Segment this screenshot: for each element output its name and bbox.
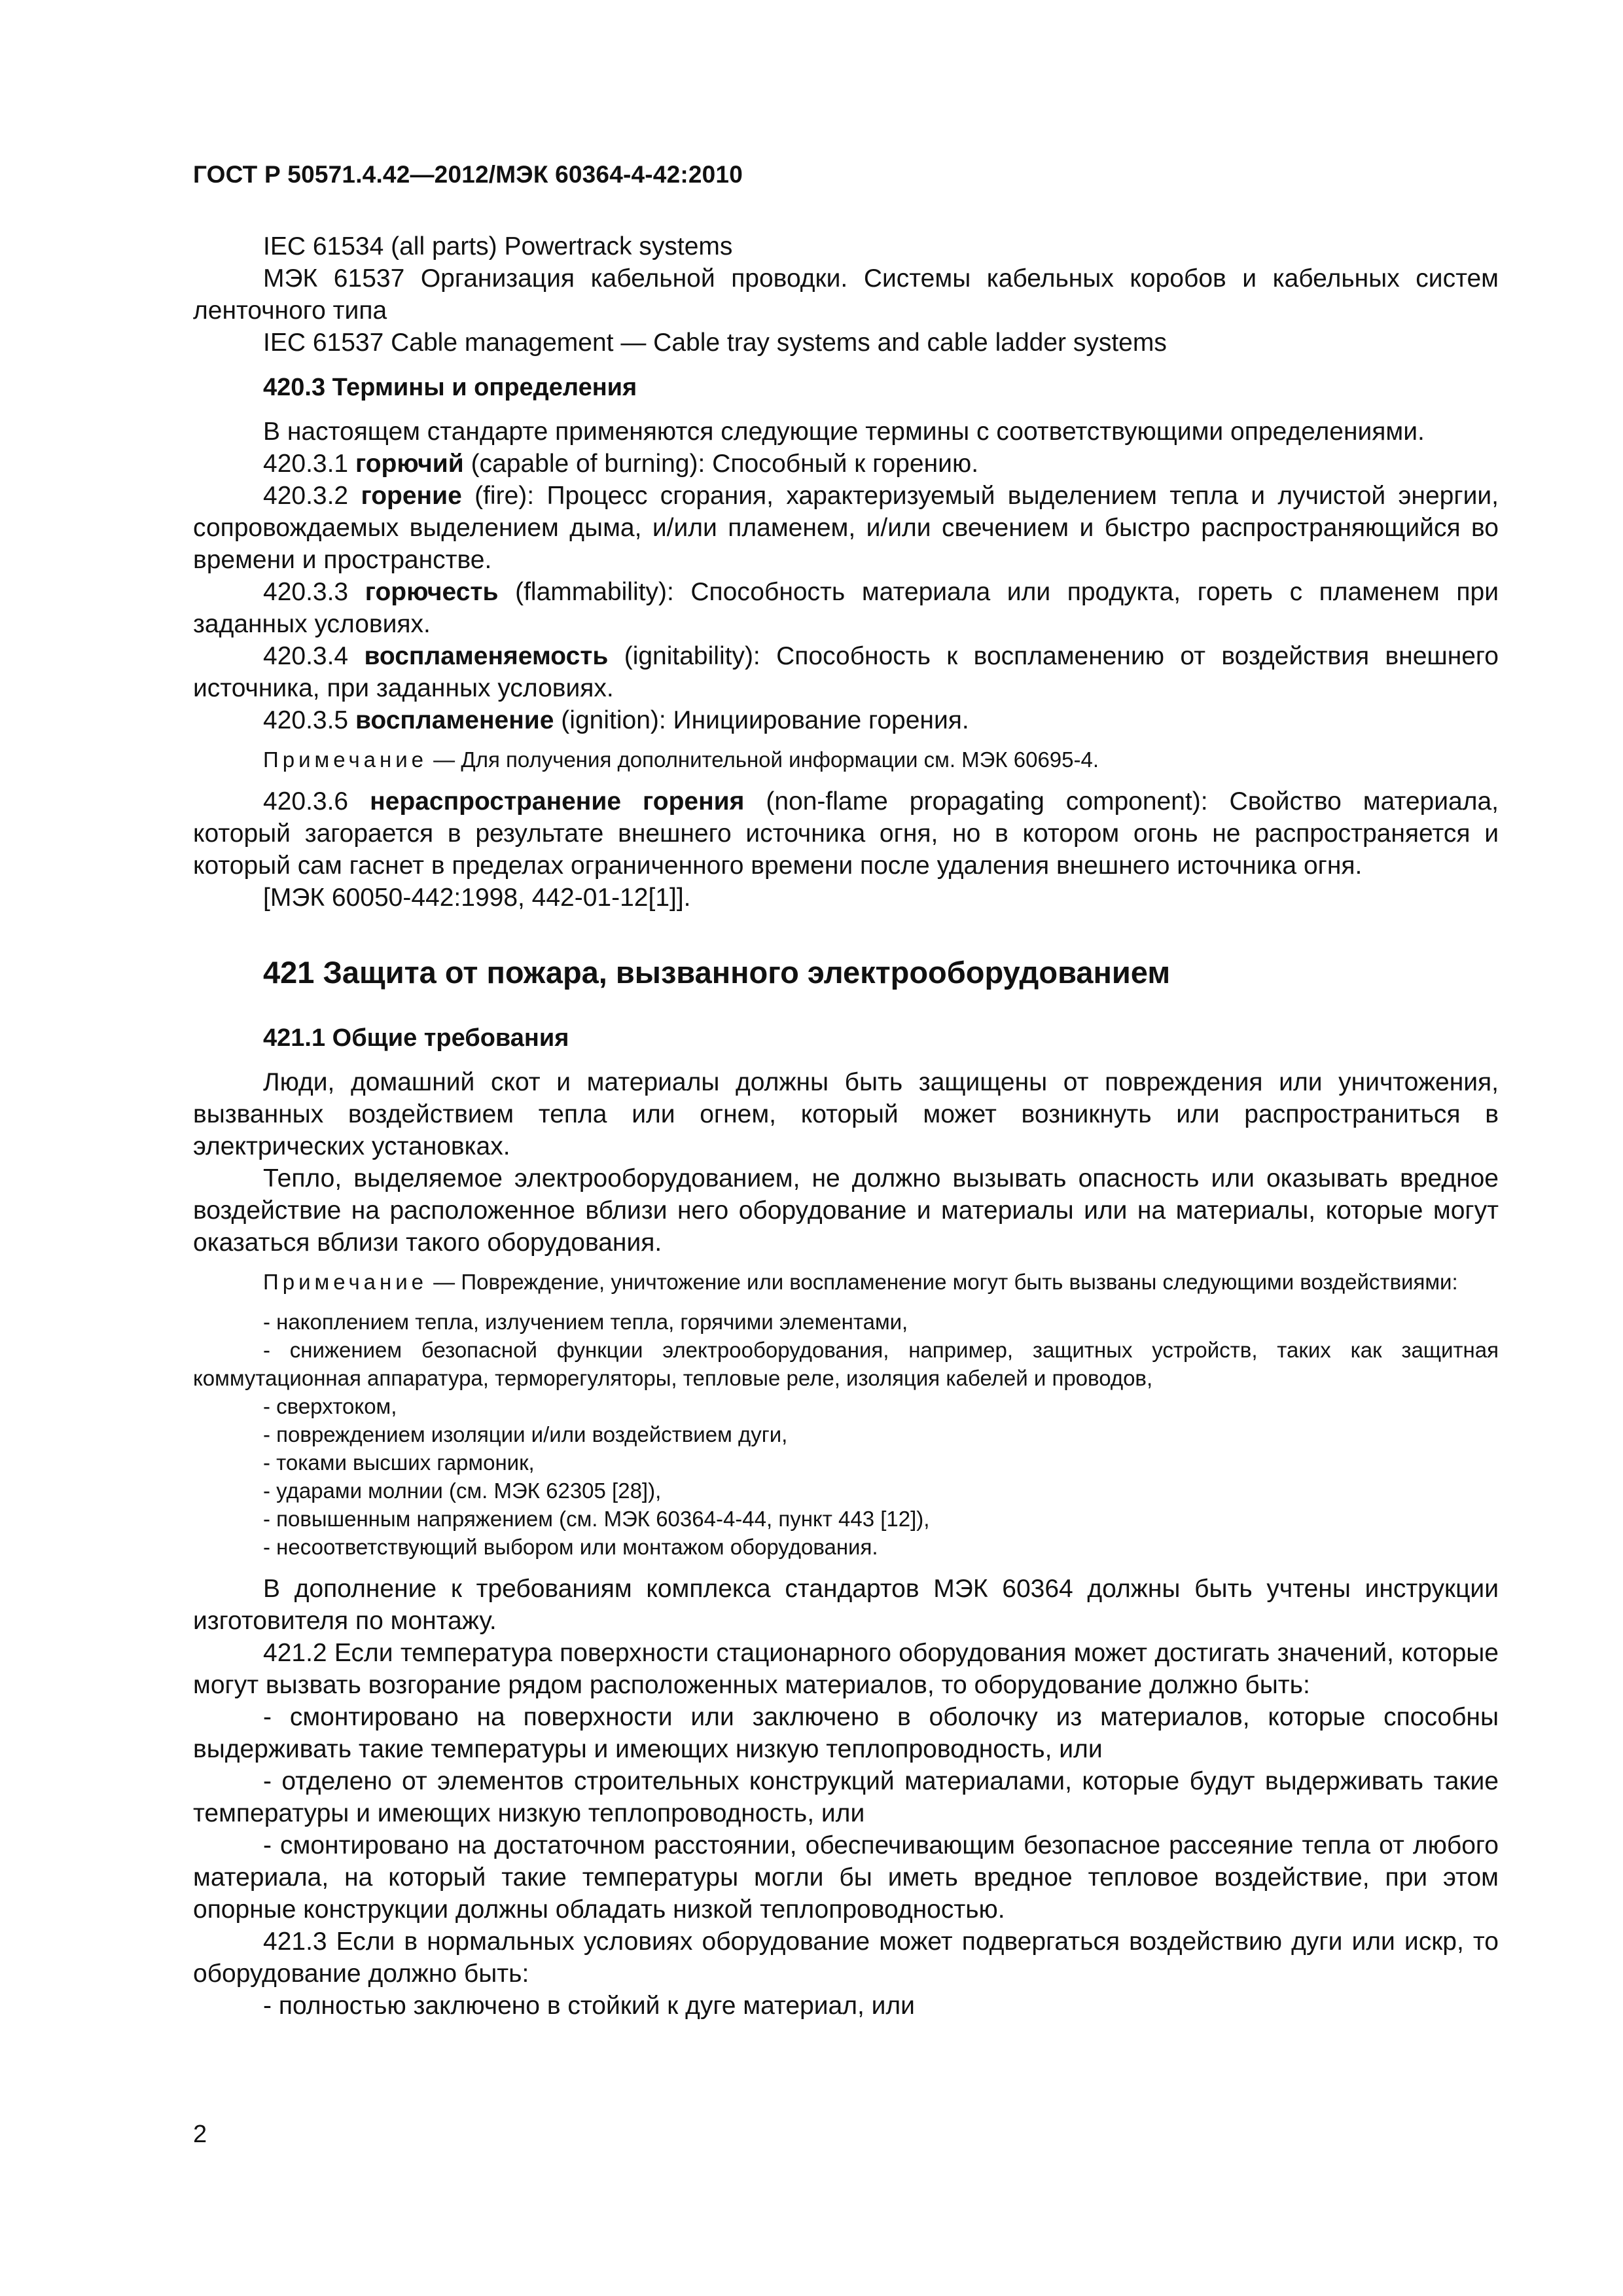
term-definition: [193, 785, 1499, 882]
note-text: — Повреждение, уничтожение или воспламенение могут быть вызваны следующими воздействиями:: [427, 1270, 1458, 1294]
term-reference: [МЭК 60050-442:1998, 442-01-12[1]].: [263, 884, 691, 912]
clause-421-3: 421.3 Если в нормальных условиях оборудование может подвергаться воздействию дуги или искр, то оборудование должно быть:: [193, 1928, 1499, 1988]
term-definition: [193, 704, 1499, 736]
term-name: воспламенение: [355, 706, 554, 734]
term-name: воспламеняемость: [364, 642, 609, 670]
term-text: (non-flame propagating component): Свойство материала, который загорается в результате внешнего источника огня, но в котором огонь не распространяется и который сам гаснет в пределах ограниченного времени после удаления внешнего источника огня.: [193, 787, 1499, 880]
note: [193, 745, 1499, 774]
clause-421-2: 421.2 Если температура поверхности стационарного оборудования может достигать значений, которые могут вызвать возгорание рядом расположенных материалов, то оборудование должно быть:: [193, 1639, 1499, 1699]
note-label: Примечание: [263, 1270, 428, 1294]
term-text: (ignition): Инициирование горения.: [554, 706, 969, 734]
term-name: нераспространение горения: [370, 787, 745, 816]
note-list-item: - несоответствующий выбором или монтажом оборудования.: [263, 1535, 878, 1559]
term-number: 420.3.6: [263, 787, 370, 816]
list-item: - отделено от элементов строительных конструкций материалами, которые будут выдерживать такие температуры и имеющих низкую теплопроводность, или: [193, 1767, 1499, 1827]
list-item: - смонтировано на поверхности или заключено в оболочку из материалов, которые способны выдерживать такие температуры и имеющих низкую теплопроводность, или: [193, 1703, 1499, 1763]
note-label: Примечание: [263, 747, 428, 772]
term-definition: [193, 576, 1499, 640]
subsection-heading-421-1: 421.1 Общие требования: [263, 1024, 569, 1052]
term-definition: [193, 640, 1499, 704]
note-list-item: - токами высших гармоник,: [263, 1450, 535, 1475]
terms-intro: В настоящем стандарте применяются следующие термины с соответствующими определениями.: [263, 418, 1425, 446]
note-list-item: - накоплением тепла, излучением тепла, горячими элементами,: [263, 1310, 908, 1334]
term-number: 420.3.3: [263, 578, 365, 606]
term-name: горючесть: [365, 578, 499, 606]
paragraph: Тепло, выделяемое электрооборудованием, не должно вызывать опасность или оказывать вредное воздействие на расположенное вблизи него оборудование и материалы или на материалы, которые могут оказаться вблизи такого оборудования.: [193, 1164, 1499, 1257]
term-name: горение: [361, 482, 462, 510]
term-name: горючий: [355, 450, 464, 478]
term-text: (fire): Процесс сгорания, характеризуемый выделением тепла и лучистой энергии, сопровождаемых выделением дыма, и/или пламенем, и/или свечением и быстро распространяющийся во времени и пространстве.: [193, 482, 1499, 574]
note-list-item: - сверхтоком,: [263, 1394, 397, 1418]
reference-line: МЭК 61537 Организация кабельной проводки. Системы кабельных коробов и кабельных систем ленточного типа: [193, 264, 1499, 325]
section-heading-421: 421 Защита от пожара, вызванного электрооборудованием: [263, 955, 1171, 990]
list-item: - полностью заключено в стойкий к дуге материал, или: [263, 1992, 915, 2020]
note-list-item: - повреждением изоляции и/или воздействием дуги,: [263, 1422, 788, 1446]
term-number: 420.3.2: [263, 482, 361, 510]
note-list-item: - ударами молнии (см. МЭК 62305 [28]),: [263, 1479, 662, 1503]
note-list-item: - снижением безопасной функции электрооборудования, например, защитных устройств, таких как защитная коммутационная аппаратура, терморегуляторы, тепловые реле, изоляция кабелей и проводов,: [193, 1338, 1499, 1390]
term-definition: [193, 480, 1499, 576]
note-list-item: - повышенным напряжением (см. МЭК 60364-4-44, пункт 443 [12]),: [263, 1507, 930, 1531]
term-text: (flammability): Способность материала или продукта, гореть с пламенем при заданных условиях.: [193, 578, 1499, 638]
paragraph: Люди, домашний скот и материалы должны быть защищены от повреждения или уничтожения, вызванных воздействием тепла или огнем, который может возникнуть или распространиться в электрических установках.: [193, 1068, 1499, 1160]
term-text: (capable of burning): Способный к горению.: [463, 450, 979, 478]
section-heading-420-3: 420.3 Термины и определения: [263, 374, 637, 401]
reference-line: IEC 61537 Cable management — Cable tray systems and cable ladder systems: [263, 329, 1167, 357]
document-body: [193, 230, 1499, 2022]
term-number: 420.3.4: [263, 642, 365, 670]
term-number: 420.3.5: [263, 706, 355, 734]
reference-line: IEC 61534 (all parts) Powertrack systems: [263, 232, 733, 260]
note-text: — Для получения дополнительной информации см. МЭК 60695-4.: [427, 747, 1099, 772]
document-header-title: ГОСТ Р 50571.4.42—2012/МЭК 60364-4-42:2010: [193, 161, 743, 188]
paragraph: В дополнение к требованиям комплекса стандартов МЭК 60364 должны быть учтены инструкции изготовителя по монтажу.: [193, 1575, 1499, 1635]
page-number: 2: [193, 2121, 207, 2148]
list-item: - смонтировано на достаточном расстоянии, обеспечивающим безопасное рассеяние тепла от любого материала, на который такие температуры могли бы иметь вредное тепловое воздействие, при этом опорные конструкции должны обладать низкой теплопроводностью.: [193, 1831, 1499, 1924]
term-number: 420.3.1: [263, 450, 355, 478]
term-definition: [193, 448, 1499, 480]
note: [193, 1268, 1499, 1296]
term-text: (ignitability): Способность к воспламенению от воздействия внешнего источника, при заданных условиях.: [193, 642, 1499, 702]
